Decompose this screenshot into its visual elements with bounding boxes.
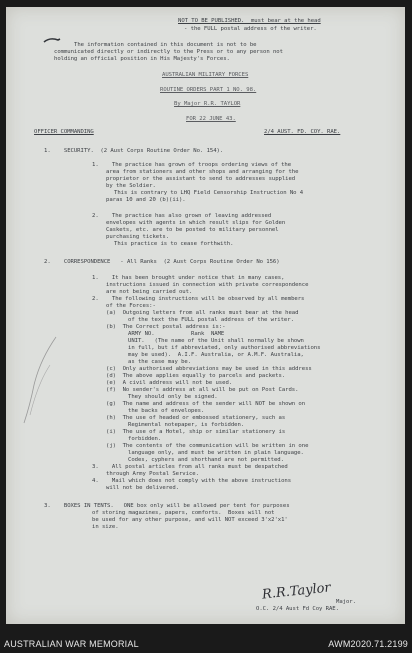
- body-line: 3. All postal articles from all ranks must be despatched: [92, 464, 288, 470]
- body-line: paras 10 and 20 (b)(ii).: [106, 197, 186, 203]
- body-line: (b) The Correct postal address is:-: [106, 324, 226, 330]
- body-line: This practice is to cease forthwith.: [114, 241, 234, 247]
- signature-unit: O.C. 2/4 Aust Fd Coy RAE.: [256, 606, 339, 612]
- section-correspondence-heading: 2. CORRESPONDENCE - All Ranks (2 Aust Corps Routine Order No 156): [44, 259, 280, 265]
- body-line: in size.: [92, 524, 119, 530]
- body-line: (f) No sender's address at all will be put on Post Cards.: [106, 387, 299, 393]
- body-line: (d) The above applies equally to parcels and packets.: [106, 373, 286, 379]
- body-line: (h) The use of headed or embossed stationery, such as: [106, 415, 286, 421]
- body-line: of the Forces:-: [106, 303, 156, 309]
- body-line: (e) A civil address will not be used.: [106, 380, 233, 386]
- body-line: purchasing tickets.: [106, 234, 170, 240]
- body-line: 1. The practice has grown of troops ordering views of the: [92, 162, 292, 168]
- title-afm: AUSTRALIAN MILITARY FORCES: [162, 72, 249, 78]
- body-line: 2. The following instructions will be observed by all members: [92, 296, 305, 302]
- section-boxes-heading: 3. BOXES IN TENTS. ONE box only will be allowed per tent for purposes: [44, 503, 290, 509]
- body-line: This is contrary to LHQ Field Censorship Instruction No 4: [114, 190, 304, 196]
- body-line: language only, and must be written in plain language.: [128, 450, 304, 456]
- section-security-heading: 1. SECURITY. (2 Aust Corps Routine Order No. 154).: [44, 148, 224, 154]
- notice-line-2: communicated directly or indirectly to the Press or to any person not: [54, 49, 283, 55]
- body-line: may be used). A.I.F. Australia, or A.M.F. Australia,: [128, 352, 304, 358]
- body-line: (j) The contents of the communication will be written in one: [106, 443, 309, 449]
- body-line: (c) Only authorised abbreviations may be used in this address: [106, 366, 312, 372]
- footer-accession-number: AWM2020.71.2199: [328, 639, 408, 649]
- signature-rank: Major.: [336, 599, 356, 605]
- body-line: will not be delivered.: [106, 485, 179, 491]
- title-date: FOR 22 JUNE 43.: [186, 116, 236, 122]
- header-not-to-be-published: NOT TO BE PUBLISHED. must bear at the head: [178, 18, 321, 24]
- body-line: 4. Mail which does not comply with the above instructions: [92, 478, 292, 484]
- officer-commanding: OFFICER COMMANDING: [34, 129, 94, 135]
- ink-mark: [42, 36, 62, 46]
- body-line: area from stationers and other shops and arranging for the: [106, 169, 299, 175]
- body-line: (i) The use of a Hotel, ship or similar stationery is: [106, 429, 286, 435]
- body-line: 2. The practice has also grown of leaving addressed: [92, 213, 272, 219]
- body-line: by the Soldier.: [106, 183, 156, 189]
- body-line: through Army Postal Service.: [106, 471, 199, 477]
- body-line: (g) The name and address of the sender will NOT be shown on: [106, 401, 306, 407]
- title-routine-orders: ROUTINE ORDERS PART 1 NO. 98.: [160, 87, 257, 93]
- body-line: the backs of envelopes.: [128, 408, 205, 414]
- notice-line-3: holding an official position in His Majesty's Forces.: [54, 56, 230, 62]
- notice-line-1: The information contained in this document is not to be: [74, 42, 257, 48]
- body-line: They should only be signed.: [128, 394, 218, 400]
- body-line: Caskets, etc. are to be posted to military personnel: [106, 227, 279, 233]
- body-line: ARMY NO. Rank NAME: [128, 331, 225, 337]
- body-line: proprietor or the assistant to send to addresses supplied: [106, 176, 296, 182]
- unit-designation: 2/4 AUST. FD. COY. RAE.: [264, 129, 341, 135]
- title-by-major: By Major R.R. TAYLOR: [174, 101, 241, 107]
- body-line: be used for any other purpose, and will NOT exceed 3'x2'x1': [92, 517, 288, 523]
- pencil-scribble: [20, 335, 60, 425]
- body-line: of the text the FULL postal address of the writer.: [128, 317, 294, 323]
- signature: R.R.Taylor: [261, 580, 332, 603]
- body-line: forbidden.: [128, 436, 162, 442]
- body-line: of storing magazines, papers, comforts. Boxes will not: [92, 510, 275, 516]
- body-line: (a) Outgoing letters from all ranks must bear at the head: [106, 310, 299, 316]
- body-line: are not being carried out.: [106, 289, 193, 295]
- body-line: 1. It has been brought under notice that in many cases,: [92, 275, 285, 281]
- body-line: instructions issued in connection with private correspondence: [106, 282, 309, 288]
- body-line: as the case may be.: [128, 359, 192, 365]
- body-line: Codes, cyphers and shorthand are not permitted.: [128, 457, 284, 463]
- body-line: UNIT. (The name of the Unit shall normally be shown: [128, 338, 304, 344]
- body-line: in full, but if abbreviated, only authorised abbreviations: [128, 345, 321, 351]
- body-line: Regimental notepaper, is forbidden.: [128, 422, 245, 428]
- footer-institution: AUSTRALIAN WAR MEMORIAL: [4, 639, 139, 649]
- header-postal-note: - the FULL postal address of the writer.: [184, 26, 317, 32]
- body-line: envelopes with agents in which result slips for Golden: [106, 220, 286, 226]
